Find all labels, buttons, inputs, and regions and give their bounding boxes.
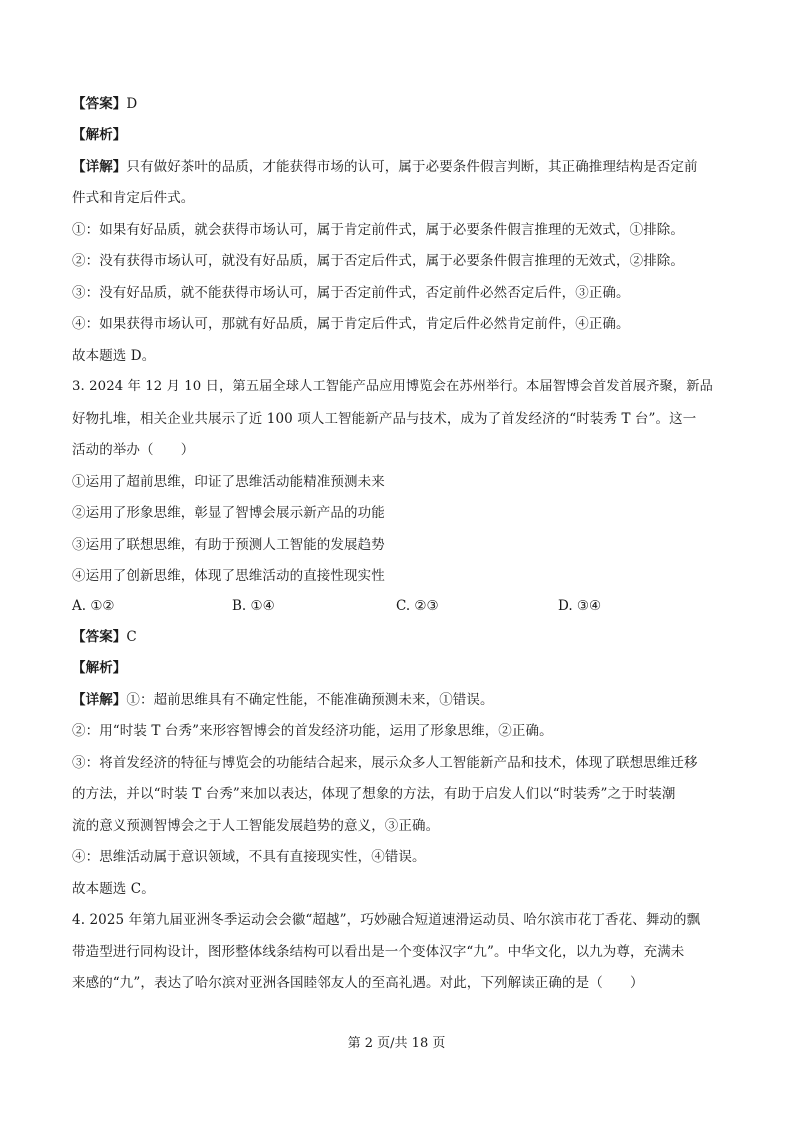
q3-conclusion: 故本题选 C。: [72, 881, 155, 897]
q3-statement-1: ①运用了超前思维，印证了思维活动能精准预测未来: [72, 474, 385, 490]
q2-detail-line-2: 件式和肯定后件式。: [72, 190, 195, 206]
answer-label: 【答案】: [72, 96, 127, 112]
answer-label: 【答案】: [72, 629, 127, 645]
q3-stem-line-3: 活动的举办（ ）: [72, 442, 195, 458]
q3-item-3-line-2: 的方法，并以“时装 T 台秀”来加以表达，体现了想象的方法，有助于启发人们以“时装秀”之于时装潮: [72, 786, 676, 802]
q3-statement-3: ③运用了联想思维，有助于预测人工智能的发展趋势: [72, 537, 385, 553]
q3-statement-2: ②运用了形象思维，彰显了智博会展示新产品的功能: [72, 505, 385, 521]
q3-item-2: ②：用“时装 T 台秀”来形容智博会的首发经济功能，运用了形象思维，②正确。: [72, 723, 553, 739]
q4-stem-line-1: 4. 2025 年第九届亚洲冬季运动会会徽“超越”，巧妙融合短道速滑运动员、哈尔滨市花丁香花、舞动的飘: [72, 912, 701, 928]
q2-item-2: ②：没有获得市场认可，就没有好品质，属于否定后件式，属于必要条件假言推理的无效式，②排除。: [72, 253, 684, 269]
q3-item-3-line-3: 流的意义预测智博会之于人工智能发展趋势的意义，③正确。: [72, 818, 440, 834]
detail-text: 只有做好茶叶的品质，才能获得市场的认可，属于必要条件假言判断，其正确推理结构是否定前: [126, 159, 698, 175]
detail-label: 【详解】: [72, 159, 127, 175]
detail-label: 【详解】: [72, 692, 127, 708]
detail-text: ①：超前思维具有不确定性能，不能准确预测未来，①错误。: [126, 692, 494, 708]
q2-detail-line-1: [72, 157, 698, 177]
analysis-label: 【解析】: [72, 660, 127, 676]
q2-item-4: ④：如果获得市场认可，那就有好品质，属于肯定后件式，肯定后件必然肯定前件，④正确。: [72, 316, 630, 332]
q3-option-d: D. ③④: [558, 598, 602, 614]
q3-stem-line-1: 3. 2024 年 12 月 10 日，第五届全球人工智能产品应用博览会在苏州举行。本届智博会首发首展齐聚，新品: [72, 379, 713, 394]
q2-answer: [72, 94, 137, 114]
answer-value: C: [126, 629, 137, 645]
q3-option-b: B. ①④: [232, 598, 275, 614]
q2-conclusion: 故本题选 D。: [72, 348, 156, 364]
q2-item-3: ③：没有好品质，就不能获得市场认可，属于否定前件式，否定前件必然否定后件，③正确。: [72, 285, 630, 301]
page-footer: 第 2 页/共 18 页: [347, 1036, 446, 1051]
q3-statement-4: ④运用了创新思维，体现了思维活动的直接性现实性: [72, 568, 385, 584]
q4-stem-line-3: 来感的“九”，表达了哈尔滨对亚洲各国睦邻友人的至高礼遇。对此，下列解读正确的是（ ）: [72, 975, 644, 991]
q3-item-4: ④：思维活动属于意识领域，不具有直接现实性，④错误。: [72, 849, 426, 865]
q3-option-a: A. ①②: [72, 598, 115, 614]
q3-detail-line-1: [72, 690, 494, 710]
answer-value: D: [126, 96, 138, 112]
q4-stem-line-2: 带造型进行同构设计，图形整体线条结构可以看出是一个变体汉字“九”。中华文化，以九为尊，充满未: [72, 944, 685, 960]
q2-analysis-label: [72, 125, 126, 145]
q3-item-3-line-1: ③：将首发经济的特征与博览会的功能结合起来，展示众多人工智能新产品和技术，体现了联想思维迁移: [72, 755, 698, 771]
analysis-label: 【解析】: [72, 127, 127, 143]
q2-item-1: ①：如果有好品质，就会获得市场认可，属于肯定前件式，属于必要条件假言推理的无效式，①排除。: [72, 222, 684, 238]
q3-option-c: C. ②③: [396, 598, 439, 614]
q3-stem-line-2: 好物扎堆，相关企业共展示了近 100 项人工智能新产品与技术，成为了首发经济的“时装秀 T 台”。这一: [72, 411, 697, 427]
q3-answer: [72, 627, 137, 647]
q3-analysis-label: [72, 658, 126, 678]
